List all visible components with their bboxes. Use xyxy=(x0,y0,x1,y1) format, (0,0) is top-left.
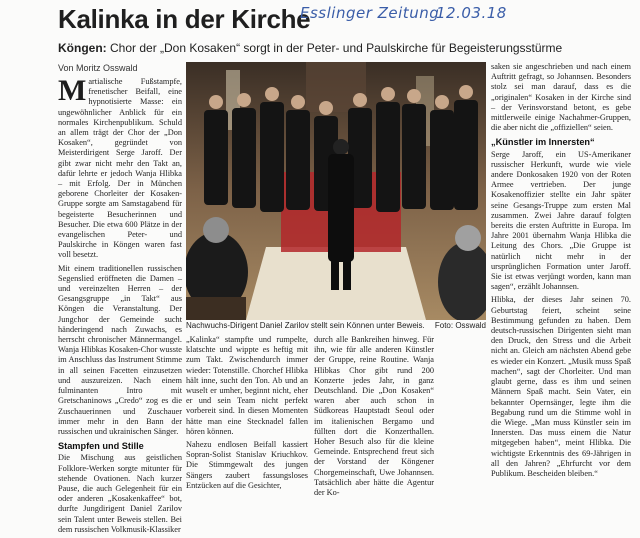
paragraph: Serge Jaroff, ein US-Amerikaner russischer Herkunft, wurde wie viele andere Donkosaken 1920 von der Roten Armee vertrieben. Der junge Kosakenoffizier stellte ein Jahr später seine Gesangs-Truppe zum ersten Mal zusammen. Zwei Jahre darauf folgten bereits die ersten Auftritte in Europa. Im Jahre 2001 übernahm Wanja Hlibka die Leitung des Chors. „Die Gruppe ist natürlich nicht mehr in der ursprünglichen Formation unter Jaroff. Sie ist etwas verjüngt worden, kann man sagen“, erzählt Johannsen. xyxy=(491,149,631,292)
photo-credit: Foto: Osswald xyxy=(434,321,486,330)
paragraph: „Kalinka“ stampfte und rumpelte, klatschte und wippte es heftig mit zum Takt. Zwischendurch immer wieder: Totenstille. Chorchef Hlibka hält inne, sucht den Ton. Ab und an wuselt er umher, beginnt nicht, eher er und sein Team nicht perfekt vorbereit sind. In diesen Momenten hätte man eine Stecknadel fallen hören können. xyxy=(186,335,308,436)
column-3 xyxy=(314,335,434,501)
byline: Von Moritz Osswald xyxy=(58,63,138,73)
section-heading: Stampfen und Stille xyxy=(58,441,144,452)
drop-cap: M xyxy=(58,74,87,107)
article-headline: Kalinka in der Kirche xyxy=(58,4,311,34)
column-4 xyxy=(491,62,631,482)
photo-caption-row xyxy=(186,321,486,330)
paragraph: Mit einem traditionellen russischen Segenslied eröffneten die Damen – und vereinzelten Herren – der Gesangsgruppe „in Takt“ aus Köngen die Veranstaltung. Der Jungchor der Gemeinde sucht händeringend nach Zuwachs, es herrscht chronischer Männermangel. Wanja Hlibkas Kosaken-Chor wusste im Anschluss das Instrument Stimme in all seinen Facetten einzusetzen und auszureizen. Nach einem fulminanten Intro mit Gretschaninows „Credo“ zog es die Zuschauerinnen und Zuschauer immer mehr in den Bann der russischen und ukrainischen Sänger. xyxy=(58,263,182,436)
section-heading: „Künstler im Innersten“ xyxy=(491,137,595,148)
choir-photo xyxy=(186,62,486,320)
paragraph: Die Mischung aus geistlichen Folklore-Werken sorgte mitunter für stehende Ovationen. Nach kurzer Pause, die auch Gelegenheit für ein oder anderen „Kosakenkaffee“ bot, durfte Jungdirigent Daniel Zarilov sein Talent unter Beweis stellen. Bei dem russischen Volkmusik-Klassiker xyxy=(58,453,182,534)
handwritten-source-note: Esslinger Zeitung xyxy=(300,4,440,22)
article-subhead xyxy=(58,41,628,55)
paragraph: saken sie angeschrieben und nach einem Auftritt gefragt, so Johannsen. Besonders stolz sei man darauf, dass es die „originalen“ Kosaken in der Kirche sind – der Verinsvorstand betont, es gebe mittlerweile einige Nachahmer-Gruppen, die aber nicht die „offiziellen“ seien. xyxy=(491,62,631,133)
handwritten-date-note: 12.03.18 xyxy=(436,4,507,22)
column-2 xyxy=(186,335,308,494)
photo-caption: Nachwuchs-Dirigent Daniel Zarilov stellt sein Können unter Beweis. xyxy=(186,321,425,330)
column-1 xyxy=(58,74,182,538)
paragraph: Hlibka, der dieses Jahr seinen 70. Geburtstag feiert, scheint seine Bestimmung gefunden zu haben. Dem deutsch-russischen Dirigenten sieht man den Druck, den Stress und die Arbeit nicht an. Gleich am nächsten Abend gebe es wieder ein Konzert. „Musik muss Spaß machen“, sagt der Chorleiter. Und man glaubt gerne, dass es ihm und seinen Männern Spaß macht. Sein Vater, ein bekannter Opernsänger, legte ihm die Begabung rund um die Stimme wohl in die Wiege. „Man muss Künstler sein im Innersten. Das muss einem die Natur mitgegeben haben“, meint Hlibka. Die wichtigste Erkenntnis des 69-Jährigen in all den Jahren? „Ehrfurcht vor dem Publikum. Bescheiden bleiben.“ xyxy=(491,295,631,478)
paragraph: Nahezu endlosen Beifall kassiert Sopran-Solist Stanislav Kriuchkov. Die Stimmgewalt des jungen Sängers zaubert fassungsloses Entzücken auf die Gesichter, xyxy=(186,440,308,490)
choir-photo-illustration xyxy=(186,62,486,320)
subhead-text: Chor der „Don Kosaken“ sorgt in der Peter- und Paulskirche für Begeisterungsstürme xyxy=(110,41,563,55)
paragraph: durch alle Bankreihen hinweg. Für ihn, wie für alle anderen Künstler der Gruppe, reine Routine. Wanja Hlibkas Chor gibt rund 200 Konzerte jedes Jahr, in ganz Deutschland. Die „Don Kosaken“ waren aber auch schon in Südkoreas Hauptstadt Seoul oder im italienischen Bergamo und füllten dort die Konzerthallen. Hoher Besuch also für die kleine Gemeinde. Entsprechend freut sich der Vorstand der Köngener Chorgemeinschaft, Uwe Johannsen. Tatsächlich aber hätte die Agentur der Ko- xyxy=(314,335,434,498)
subhead-lead: Köngen: xyxy=(58,41,107,55)
paragraph-text: artialische Fußstampfe, frenetischer Beifall, eine hypnotisierte Masse: ein ungewöhnlicher Anblick für ein normales Kirchenpublikum. Schuld an allem trägt der Chor der „Don Kosaken“, gegründet von Meisterdirigent Serge Jaroff. Der gibt zwar nicht mehr den Takt an, dafür lehrte er jedoch Wanja Hlibka – mit Erfolg. Der in München geborene Chorleiter der Kosaken-Gruppe sorgte am Samstagabend für begeisterte Besucherinnen und Besucher. Die etwa 600 Plätze in der evangelischen Peter- und Paulskirche in Köngen waren fast voll besetzt. xyxy=(58,77,182,260)
paragraph xyxy=(58,74,182,261)
